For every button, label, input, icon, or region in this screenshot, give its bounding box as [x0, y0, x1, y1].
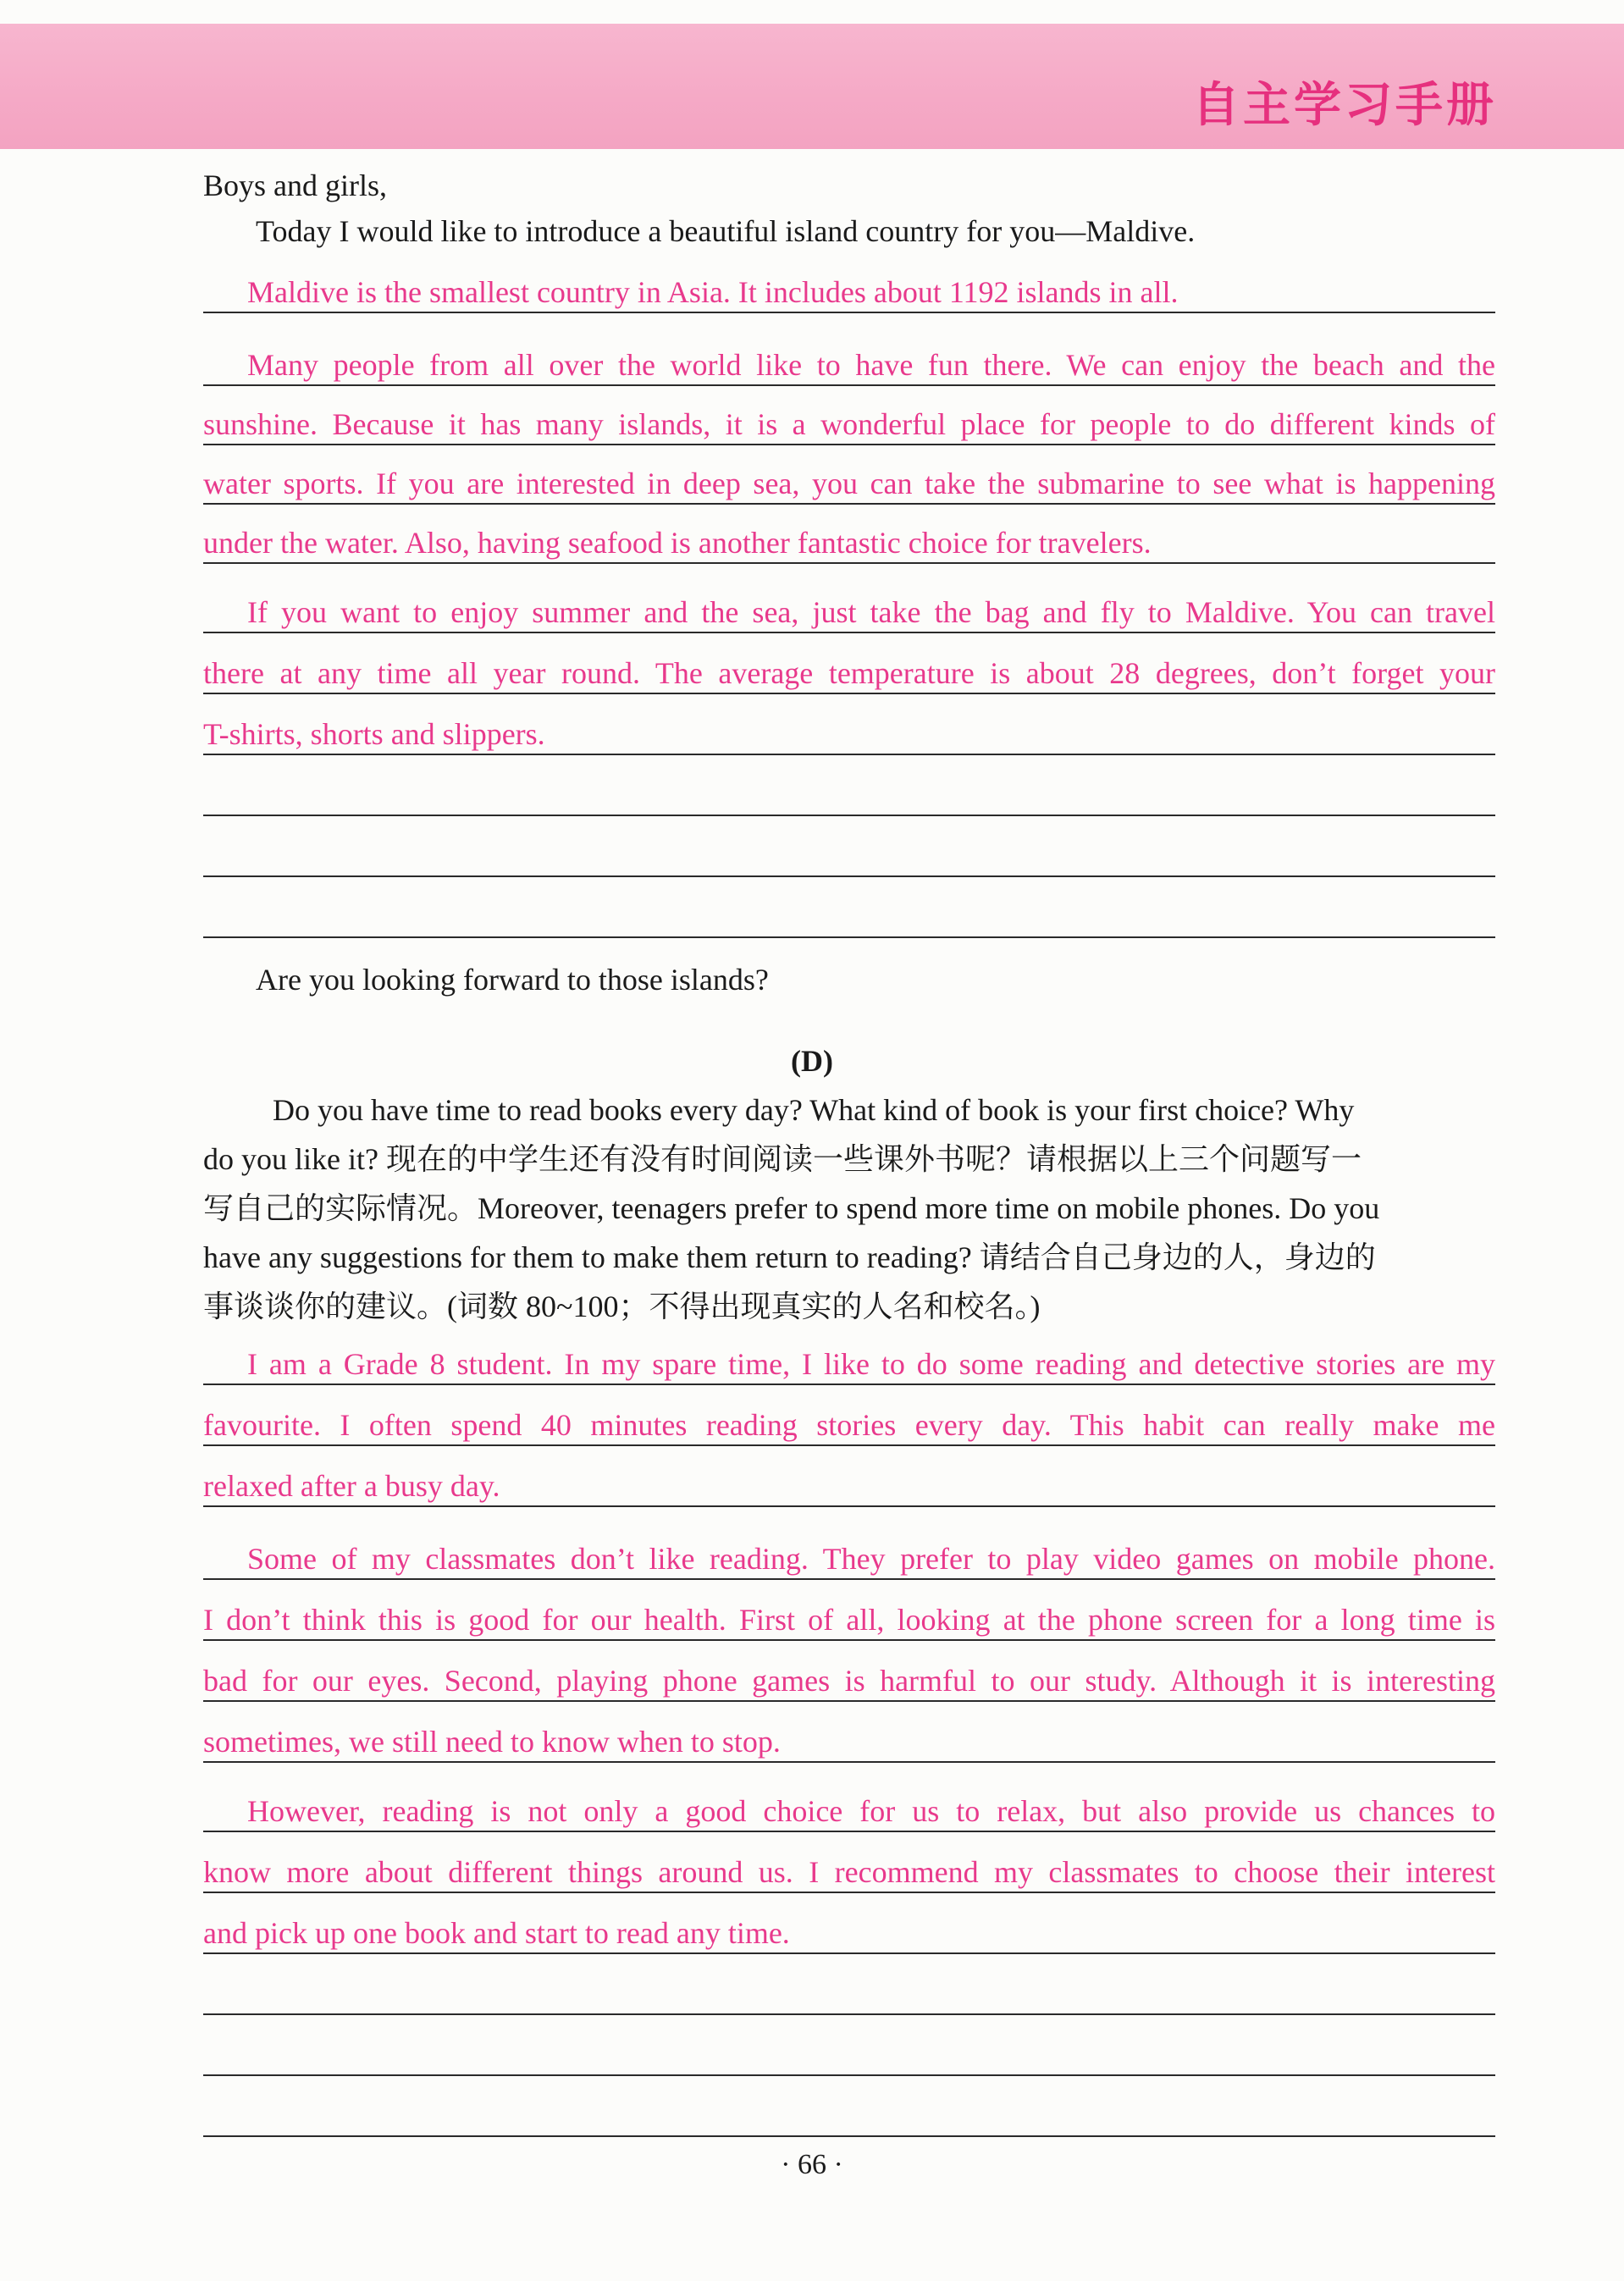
prompt-line: have any suggestions for them to make them return to reading? 请结合自己身边的人，身边的: [203, 1240, 1376, 1274]
answer-line: [203, 1389, 1495, 1446]
answer-text: I don’t think this is good for our health. First of all, looking at the phone screen for a long time is: [203, 1603, 1495, 1637]
header-title: 自主学习手册: [1192, 78, 1497, 133]
blank-line: [203, 1958, 1495, 2015]
prompt-line: Do you have time to read books every day? What kind of book is your first choice? Why: [273, 1093, 1355, 1127]
page-number: · 66 ·: [781, 2149, 843, 2180]
answer-text: bad for our eyes. Second, playing phone games is harmful to our study. Although it is interesting: [203, 1664, 1495, 1698]
answer-line: [203, 1522, 1495, 1580]
answer-text: there at any time all year round. The average temperature is about 28 degrees, don’t forget your: [203, 656, 1495, 690]
answer-text: Many people from all over the world like to have fun there. We can enjoy the beach and the: [247, 348, 1495, 382]
answer-line: [203, 1705, 1495, 1763]
answer-text: favourite. I often spend 40 minutes reading stories every day. This habit can really make me: [203, 1408, 1495, 1442]
blank-line: [203, 881, 1495, 938]
answer-line: [203, 1450, 1495, 1507]
answer-text: T-shirts, shorts and slippers.: [203, 717, 545, 751]
answer-line: [203, 576, 1495, 633]
blank-line: [203, 2079, 1495, 2137]
answer-line: [203, 329, 1495, 386]
answer-text: know more about different things around us. I recommend my classmates to choose their interest: [203, 1855, 1495, 1889]
blank-line: [203, 820, 1495, 877]
intro-line: Today I would like to introduce a beautiful island country for you—Maldive.: [256, 214, 1196, 248]
answer-text: relaxed after a busy day.: [203, 1469, 500, 1503]
blank-line: [203, 2019, 1495, 2076]
answer-text: sometimes, we still need to know when to stop.: [203, 1725, 781, 1759]
answer-text: If you want to enjoy summer and the sea, just take the bag and fly to Maldive. You can travel: [247, 595, 1495, 629]
answer-text: under the water. Also, having seafood is another fantastic choice for travelers.: [203, 526, 1152, 560]
answer-line: [203, 447, 1495, 505]
prompt-line: 事谈谈你的建议。(词数 80~100；不得出现真实的人名和校名。): [203, 1290, 1041, 1323]
prompt-line: 写自己的实际情况。Moreover, teenagers prefer to spend more time on mobile phones. Do you: [203, 1191, 1380, 1225]
answer-text: water sports. If you are interested in deep sea, you can take the submarine to see what is happening: [203, 467, 1495, 500]
answer-text: Maldive is the smallest country in Asia. It includes about 1192 islands in all.: [247, 275, 1179, 309]
answer-text: sunshine. Because it has many islands, it is a wonderful place for people to do different kinds of: [203, 407, 1495, 441]
answer-line: [203, 1644, 1495, 1702]
answer-line: [203, 1836, 1495, 1893]
answer-line: [203, 637, 1495, 694]
answer-line: [203, 698, 1495, 755]
greeting: Boys and girls,: [203, 168, 388, 202]
answer-text: Some of my classmates don’t like reading. They prefer to play video games on mobile phone.: [247, 1542, 1495, 1576]
answer-line: [203, 1328, 1495, 1385]
answer-line: [203, 1583, 1495, 1641]
answer-line: [203, 1897, 1495, 1954]
section-heading-d: (D): [791, 1044, 833, 1078]
answer-line: [203, 1775, 1495, 1832]
answer-text: I am a Grade 8 student. In my spare time, I like to do some reading and detective stories are my: [247, 1347, 1495, 1381]
closing-line: Are you looking forward to those islands?: [256, 963, 769, 997]
answer-text: However, reading is not only a good choice for us to relax, but also provide us chances to: [247, 1794, 1495, 1828]
answer-line: [203, 506, 1495, 564]
prompt-line: do you like it? 现在的中学生还有没有时间阅读一些课外书呢？请根据以上三个问题写一: [203, 1142, 1362, 1176]
answer-line: [203, 256, 1495, 313]
answer-line: [203, 388, 1495, 445]
blank-line: [203, 759, 1495, 816]
answer-text: and pick up one book and start to read any time.: [203, 1916, 790, 1950]
